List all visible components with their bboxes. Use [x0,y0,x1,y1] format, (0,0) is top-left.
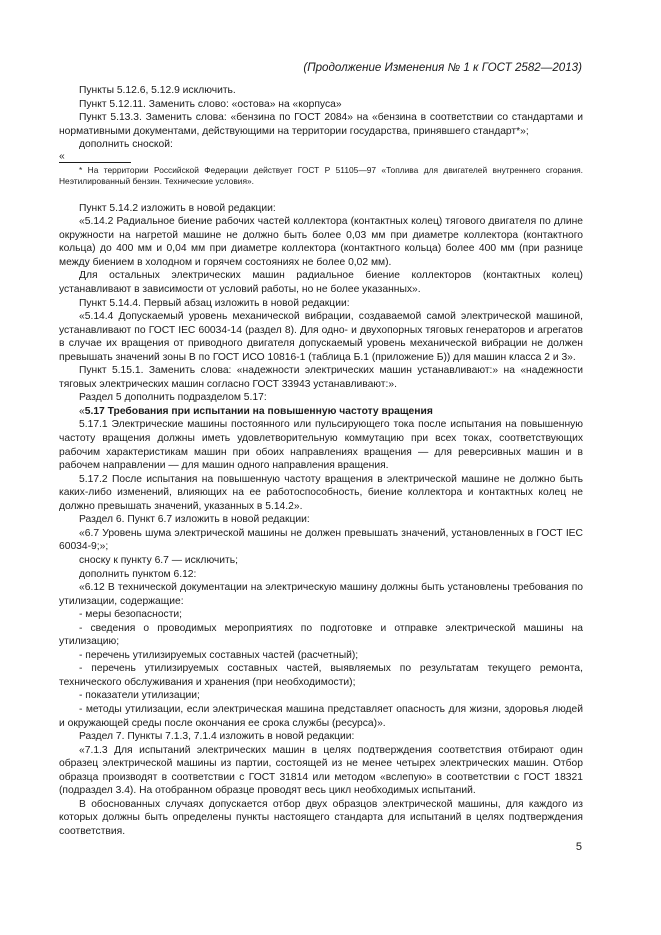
section-title: 5.17 Требования при испытании на повышенную частоту вращения [84,405,433,417]
list-item: - методы утилизации, если электрическая машина представляет опасность для жизни, здоровья людей и окружающей среды после окончания ее срока службы (ресурса)». [59,703,583,729]
paragraph: Раздел 6. Пункт 6.7 изложить в новой редакции: [79,514,310,526]
list-item: - сведения о проводимых мероприятиях по подготовке и отправке электрической машины на утилизацию; [59,622,583,648]
list-item: - меры безопасности; [79,609,183,621]
paragraph: «6.12 В технической документации на электрическую машину должны быть установлены требования по утилизации, содержащие: [59,582,583,607]
paragraph: «5.14.4 Допускаемый уровень механической вибрации, создаваемой самой электрической машиной, устанавливают по ГОСТ IEC 60034-14 (раздел 8). Для одно- и двухопорных тяговых генераторов и агрегатов в случае их вращения от приводного двигателя допускаемый уровень механической вибрации не должен превышать значений зоны В по ГОСТ ИСО 10816-1 (таблица Б.1 (приложение Б)) для машин класса 2 и 3». [59,311,583,363]
section-quote: « [79,405,85,417]
list-item: - показатели утилизации; [79,690,200,702]
page-header: (Продолжение Изменения № 1 к ГОСТ 2582—2013) [303,61,582,74]
paragraph: «7.1.3 Для испытаний электрических машин в целях подтверждения соответствия отбирают один образец электрической машины из партии, состоящей из не менее четырех электрических машин. Отбор образца производят в соответствии с ГОСТ 31814 или методом «вслепую» в соответствии с ГОСТ 18321 (подраздел 3.4). На отобранном образце проводят весь цикл необходимых испытаний. [59,744,583,797]
paragraph: Для остальных электрических машин радиальное биение коллекторов (контактных колец) устанавливают в зависимости от условий работы, но не более указанных». [59,270,583,296]
paragraph: 5.17.1 Электрические машины постоянного или пульсирующего тока после испытания на повышенную частоту вращения должны иметь удовлетворительную коммутацию при всех токах, соответствующих рабочим характеристикам машин при обоих направлениях вращения — для реверсивных машин и в рабочем направлении — для машин одного направления вращения. [59,419,583,472]
paragraph: дополнить сноской: [79,139,173,151]
section-heading [59,405,583,419]
paragraph: «6.7 Уровень шума электрической машины не должен превышать значений, установленных в ГОСТ IEC 60034-9;»; [59,527,583,553]
paragraph: Раздел 7. Пункты 7.1.3, 7.1.4 изложить в новой редакции: [79,731,355,743]
paragraph: Пункт 5.14.4. Первый абзац изложить в новой редакции: [79,297,350,309]
paragraph: Раздел 5 дополнить подразделом 5.17: [79,392,267,404]
footnote: * На территории Российской Федерации действует ГОСТ Р 51105—97 «Топлива для двигателей внутреннего сгорания. Неэтилированный бензин. Технические условия». [59,164,583,187]
paragraph: «5.14.2 Радиальное биение рабочих частей коллектора (контактных колец) тягового двигателя по длине окружности на нагретой машине не должно быть более 0,03 мм при диаметре коллектора (контактного кольца) до 400 мм и 0,04 мм при диаметре коллектора (контактного кольца) более 400 мм (при разнице между биением в холодном и горячем состояниях не более 0,02 мм). [59,216,583,268]
page-number: 5 [575,841,582,853]
footnote-quote: « [59,150,65,162]
paragraph: дополнить пунктом 6.12: [79,568,197,580]
paragraph: Пункт 5.14.2 изложить в новой редакции: [79,202,276,214]
list-item: - перечень утилизируемых составных частей, выявляемых по результатам текущего ремонта, технического обслуживания и хранения (при необходимости); [59,663,583,688]
paragraph: В обоснованных случаях допускается отбор двух образцов электрической машины, для каждого из которых должны быть определены пункты настоящего стандарта для испытаний в целях подтверждения соответствия. [59,798,583,837]
footnote-mark [59,152,583,163]
paragraph: Пункт 5.12.11. Заменить слово: «остова» на «корпуса» [79,98,342,110]
paragraph: 5.17.2 После испытания на повышенную частоту вращения в электрической машине не должно быть каких-либо изменений, влияющих на ее работоспособность, биение коллектора и контактных колец не должно превышать значений, указанных в 5.14.2». [59,473,583,512]
footnote-divider [59,162,131,163]
paragraph: Пункты 5.12.6, 5.12.9 исключить. [79,85,236,96]
paragraph: сноску к пункту 6.7 — исключить; [79,554,238,566]
list-item: - перечень утилизируемых составных частей (расчетный); [79,649,359,661]
paragraph: Пункт 5.15.1. Заменить слова: «надежности электрических машин устанавливают:» на «надежности тяговых электрических машин согласно ГОСТ 33943 устанавливают:». [59,365,583,390]
document-body [59,84,583,838]
paragraph: Пункт 5.13.3. Заменить слова: «бензина по ГОСТ 2084» на «бензина в соответствии со стандартами и нормативными документами, действующими на территории государства, принявшего стандарт*»; [59,112,583,137]
